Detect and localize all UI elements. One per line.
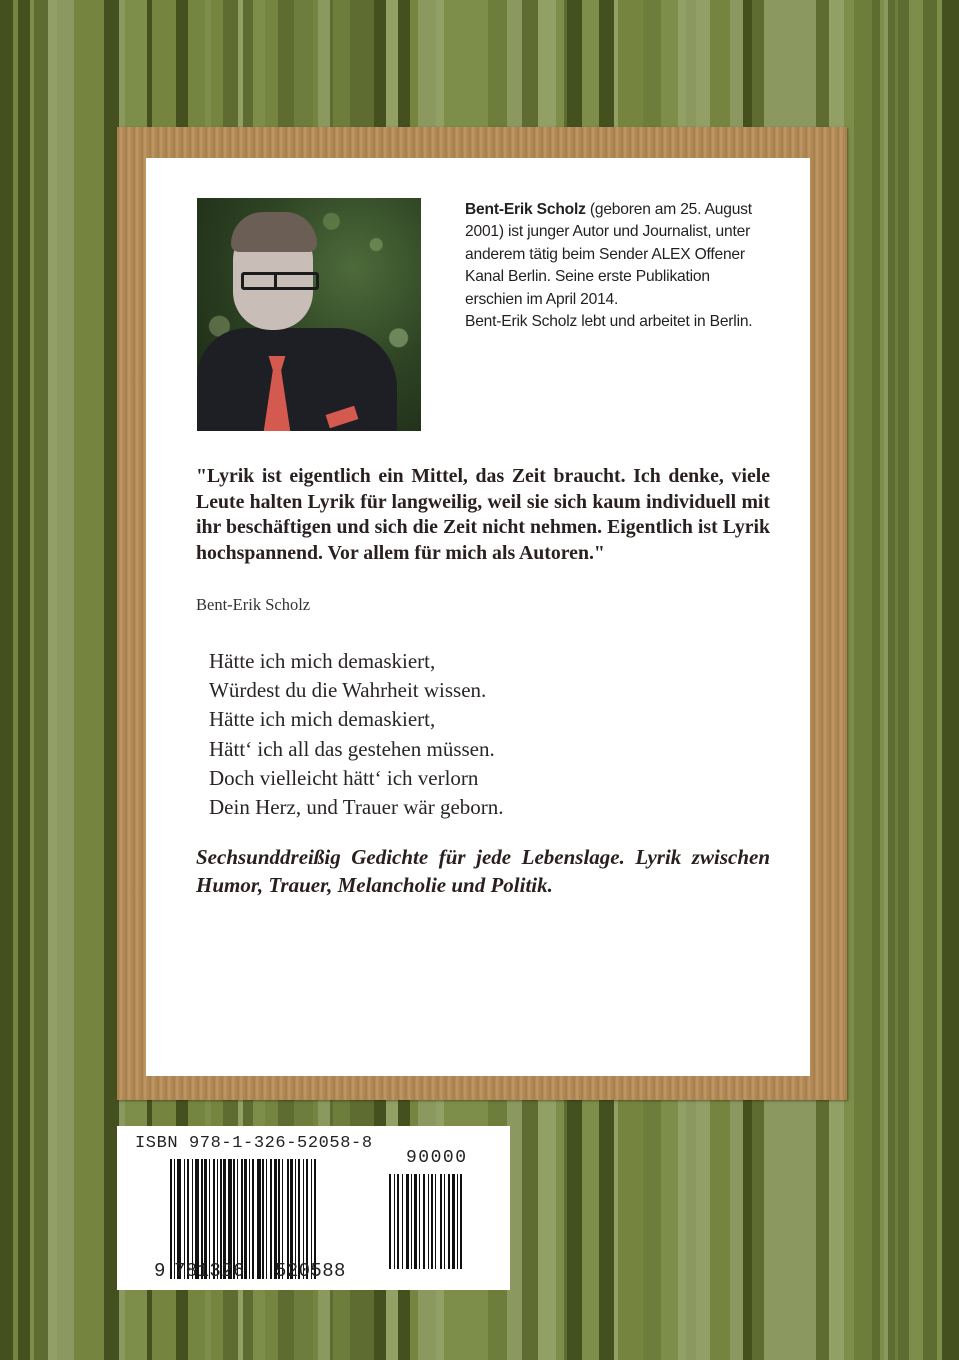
author-quote: "Lyrik ist eigentlich ein Mittel, das Zeit braucht. Ich denke, viele Leute halten Lyrik für langweilig, weil sie sich kaum individuell mit ihr beschäftigen und sich die Zeit nicht nehmen. Eigentlich ist Lyrik hochspannend. Vor allem für mich als Autoren."	[196, 465, 770, 564]
barcode-digits-left: 781326	[174, 1260, 245, 1282]
photo-hair	[231, 212, 317, 252]
poem-line: Hätt‘ ich all das gestehen müssen.	[209, 736, 495, 761]
author-photo	[197, 198, 421, 431]
photo-glasses	[241, 272, 319, 290]
photo-suit	[197, 328, 397, 431]
price-addon-label: 90000	[406, 1148, 468, 1168]
barcode-digit-first: 9	[154, 1260, 166, 1282]
poem-line: Hätte ich mich demaskiert,	[209, 707, 436, 732]
bio-text-residence: Bent-Erik Scholz lebt und arbeitet in Berlin.	[465, 313, 753, 331]
author-bio	[465, 199, 765, 333]
poem-line: Doch vielleicht hätt‘ ich verlorn	[209, 765, 479, 790]
poem-line: Hätte ich mich demaskiert,	[209, 649, 436, 673]
poem-line: Würdest du die Wahrheit wissen.	[209, 678, 487, 703]
book-tagline: Sechsunddreißig Gedichte für jede Lebenslage. Lyrik zwischen Humor, Trauer, Melancholie und Politik.	[196, 845, 770, 897]
isbn-barcode	[117, 1126, 510, 1290]
isbn-label: ISBN 978-1-326-52058-8	[135, 1134, 373, 1153]
cardboard-frame	[117, 127, 847, 1100]
poem-line: Dein Herz, und Trauer wär geborn.	[209, 795, 504, 820]
bio-text: (geboren am 25. August 2001) ist junger Autor und Journalist, unter anderem tätig beim Sender ALEX Offener Kanal Berlin. Seine erste Publikation erschien im April 2014.	[465, 201, 752, 308]
quote-attribution: Bent-Erik Scholz	[196, 595, 311, 614]
content-panel	[146, 158, 810, 1076]
barcode-digits	[154, 1260, 346, 1282]
author-name: Bent-Erik Scholz	[465, 201, 586, 218]
poem-excerpt	[209, 647, 504, 822]
barcode-digits-right: 520588	[275, 1260, 346, 1282]
addon-barcode-bars	[389, 1174, 485, 1269]
